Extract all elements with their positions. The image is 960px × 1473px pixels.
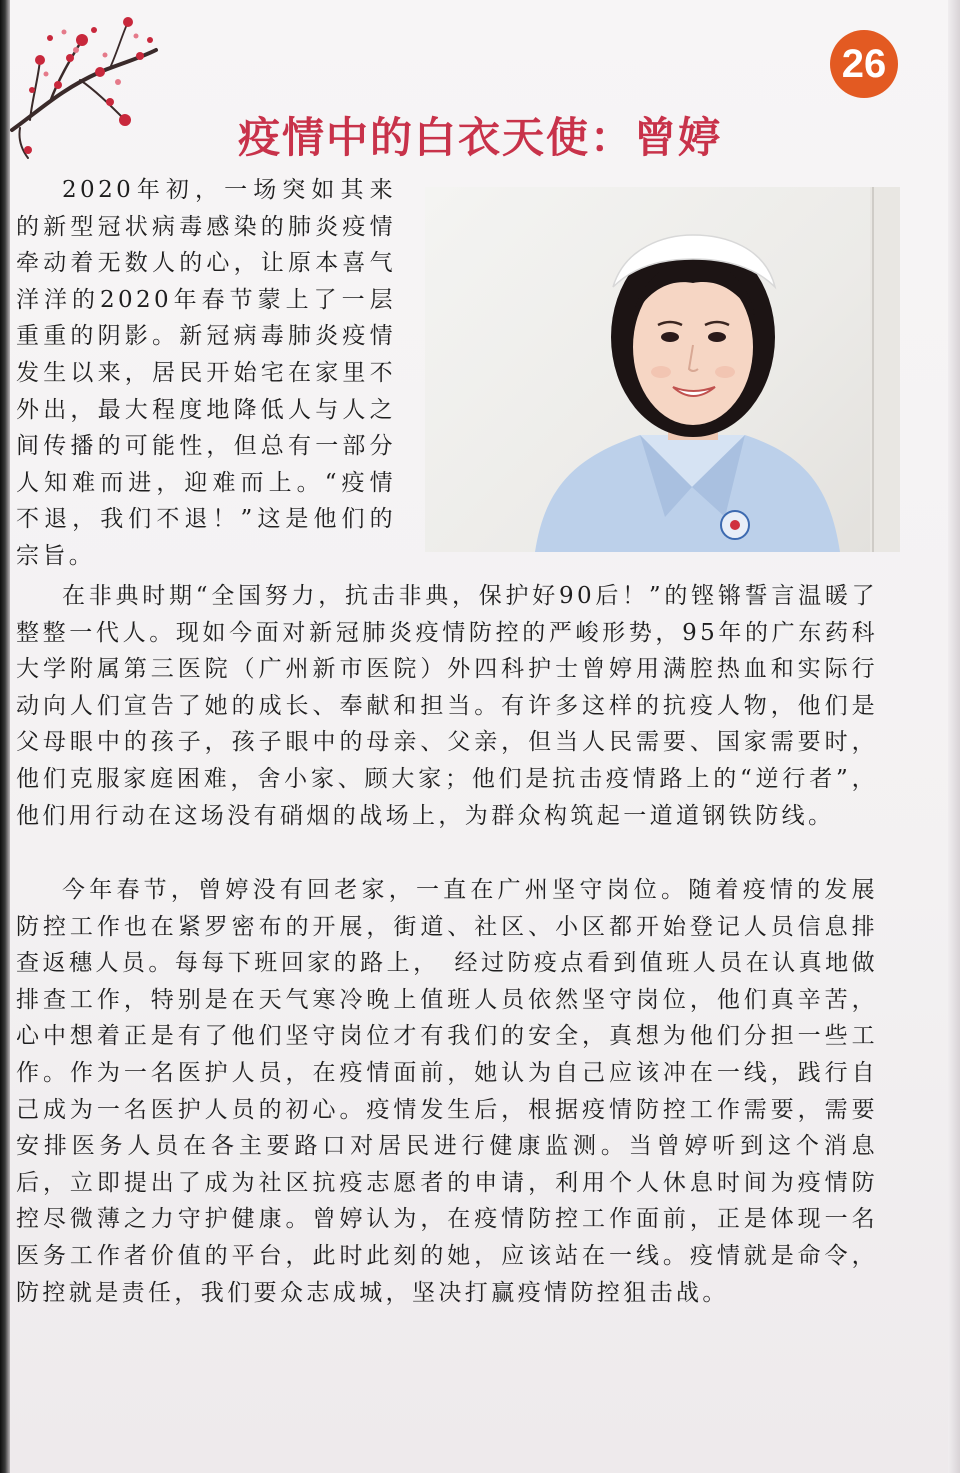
paragraph-2: 在非典时期“全国努力，抗击非典，保护好90后！”的铿锵誓言温暖了整整一代人。现如今面对新冠肺炎疫情防控的严峻形势，95年的广东药科大学附属第三医院（广州新市医院）外四科护士曾婷用满腔热血和实际行动向人们宣告了她的成长、奉献和担当。有许多这样的抗疫人物，他们是父母眼中的孩子，孩子眼中的母亲、父亲，但当人民需要、国家需要时，他们克服家庭困难，舍小家、顾大家；他们是抗击疫情路上的“逆行者”，他们用行动在这场没有硝烟的战场上，为群众构筑起一道道钢铁防线。: [16, 583, 878, 829]
article-title: 疫情中的白衣天使：曾婷: [237, 113, 722, 162]
plum-blossom-decoration: [10, 10, 160, 160]
paragraph-1: 2020年初，一场突如其来的新型冠状病毒感染的肺炎疫情牵动着无数人的心，让原本喜气洋洋的2020年春节蒙上了一层重重的阴影。新冠病毒肺炎疫情发生以来，居民开始宅在家里不外出，最大程度地降低人与人之间传播的可能性，但总有一部分人知难而进，迎难而上。“疫情不退，我们不退！”这是他们的宗旨。: [16, 177, 396, 569]
paragraph-3: 今年春节，曾婷没有回老家，一直在广州坚守岗位。随着疫情的发展防控工作也在紧罗密布的开展，街道、社区、小区都开始登记人员信息排查返穗人员。每每下班回家的路上， 经过防疫点看到值班人员在认真地做排查工作，特别是在天气寒冷晚上值班人员依然坚守岗位，他们真辛苦，心中想着正是有了他们坚守岗位才有我们的安全，真想为他们分担一些工作。作为一名医护人员，在疫情面前，她认为自己应该冲在一线，践行自己成为一名医护人员的初心。疫情发生后，根据疫情防控工作需要，需要安排医务人员在各主要路口对居民进行健康监测。当曾婷听到这个消息后，立即提出了成为社区抗疫志愿者的申请，利用个人休息时间为疫情防控尽微薄之力守护健康。曾婷认为，在疫情防控工作面前，正是体现一名医务工作者价值的平台，此时此刻的她，应该站在一线。疫情就是命令，防控就是责任，我们要众志成城，坚决打赢疫情防控狙击战。: [16, 877, 878, 1306]
book-spine: [0, 0, 10, 1473]
page-number-badge: 26: [830, 30, 898, 98]
nurse-portrait-illustration: [425, 187, 900, 552]
nurse-photo: [425, 187, 900, 552]
page-edge: [948, 0, 960, 1473]
